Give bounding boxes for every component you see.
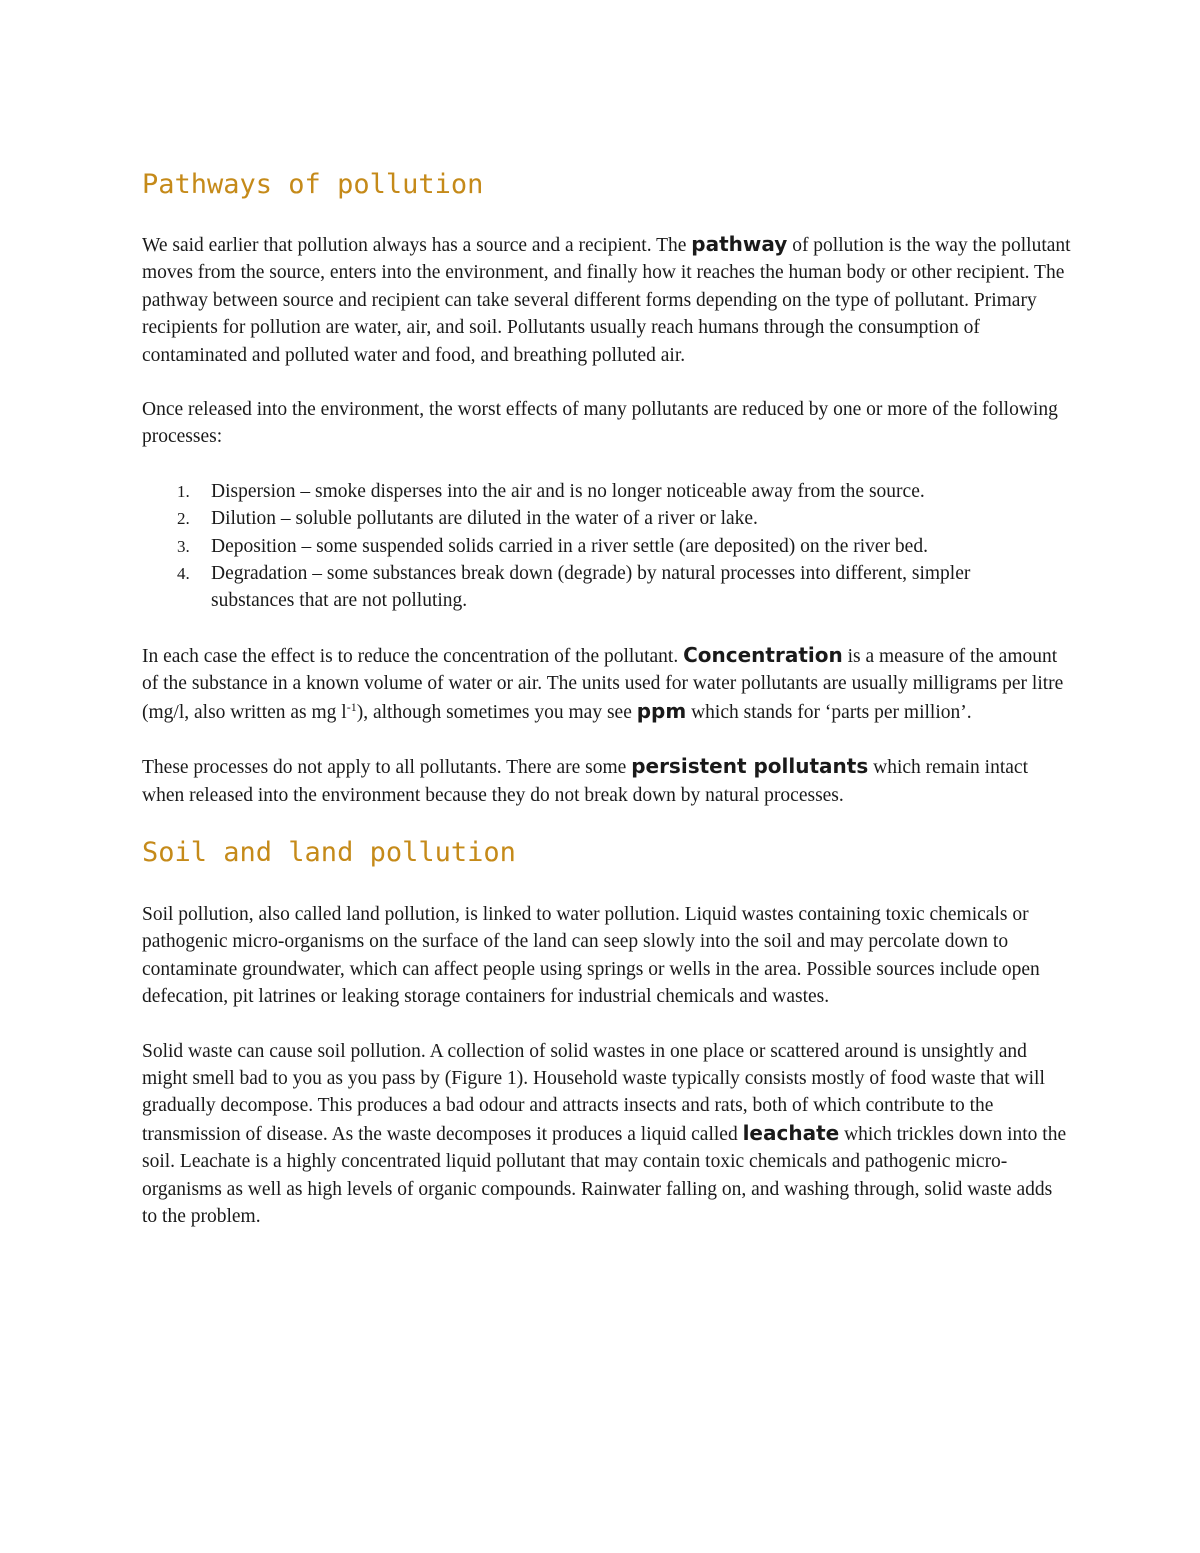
superscript: -1 [346, 699, 357, 714]
paragraph-persistent-pollutants [142, 753, 1072, 809]
processes-list [142, 478, 1072, 615]
text-run: Solid waste can cause soil pollution. A collection of solid wastes in one place or scattered around is unsightly and might smell bad to you as you pass by (Figure 1). Household waste typically consists mostly of food waste that will gradually decompose. This produces a bad odour and attracts insects and rats, both of which contribute to the transmission of disease. As the waste decomposes it produces a liquid called [142, 1040, 1045, 1145]
key-term-ppm: ppm [636, 698, 687, 723]
list-item-text: Deposition – some suspended solids carried in a river settle (are deposited) on the river bed. [211, 535, 928, 557]
list-number: 4. [177, 564, 190, 584]
text-run: which stands for ‘parts per million’. [686, 701, 972, 723]
text-run: ), although sometimes you may see [356, 701, 637, 723]
list-number: 2. [177, 509, 190, 529]
key-term-pathway: pathway [691, 232, 788, 256]
key-term-concentration: Concentration [683, 642, 843, 667]
paragraph-solid-waste [142, 1038, 1072, 1231]
list-item-text: Dilution – soluble pollutants are diluted in the water of a river or lake. [211, 508, 758, 530]
list-item [142, 478, 1072, 505]
list-item [142, 505, 1072, 532]
section-heading-soil-land: Soil and land pollution [142, 836, 516, 868]
text-run: is a measure of the amount of the substance in a known volume of water or air. The units used for water pollutants are usually milligrams per litre (mg/l, also written as mg l [142, 645, 1064, 723]
document-page [142, 168, 1072, 1257]
list-item [142, 533, 1072, 560]
key-term-leachate: leachate [742, 1120, 840, 1145]
list-item [142, 560, 1072, 615]
list-number: 3. [177, 536, 190, 556]
list-item-text: Dispersion – smoke disperses into the air and is no longer noticeable away from the source. [211, 480, 925, 502]
text-run: which trickles down into the soil. Leachate is a highly concentrated liquid pollutant that may contain toxic chemicals and pathogenic micro-organisms as well as high levels of organic compounds. Rainwater falling on, and washing through, solid waste adds to the problem. [142, 1123, 1067, 1227]
text-run: of pollution is the way the pollutant moves from the source, enters into the environment, and finally how it reaches the human body or other recipient. The pathway between source and recipient can take several different forms depending on the type of pollutant. Primary recipients for pollution are water, air, and soil. Pollutants usually reach humans through the consumption of contaminated and polluted water and food, and breathing polluted air. [142, 235, 1071, 366]
paragraph-pathway-intro [142, 231, 1072, 369]
text-run: These processes do not apply to all pollutants. There are some [142, 757, 632, 779]
text-run: In each case the effect is to reduce the concentration of the pollutant. [142, 645, 684, 667]
paragraph-soil-pollution: Soil pollution, also called land pollution, is linked to water pollution. Liquid wastes containing toxic chemicals or pathogenic micro-organisms on the surface of the land can seep slowly into the soil and may percolate down to contaminate groundwater, which can affect people using springs or wells in the area. Possible sources include open defecation, pit latrines or leaking storage containers for industrial chemicals and wastes. [142, 903, 1040, 1008]
section-heading-pathways: Pathways of pollution [142, 169, 484, 200]
list-item-text: Degradation – some substances break down (degrade) by natural processes into different, simpler substances that are not polluting. [211, 563, 971, 612]
key-term-persistent-pollutants: persistent pollutants [631, 754, 869, 779]
paragraph-processes-intro: Once released into the environment, the worst effects of many pollutants are reduced by one or more of the following processes: [142, 399, 1058, 448]
text-run: which remain intact when released into the environment because they do not break down by natural processes. [142, 757, 1028, 806]
list-number: 1. [177, 481, 190, 501]
text-run: We said earlier that pollution always has a source and a recipient. The [142, 235, 692, 256]
paragraph-concentration [142, 642, 1072, 726]
